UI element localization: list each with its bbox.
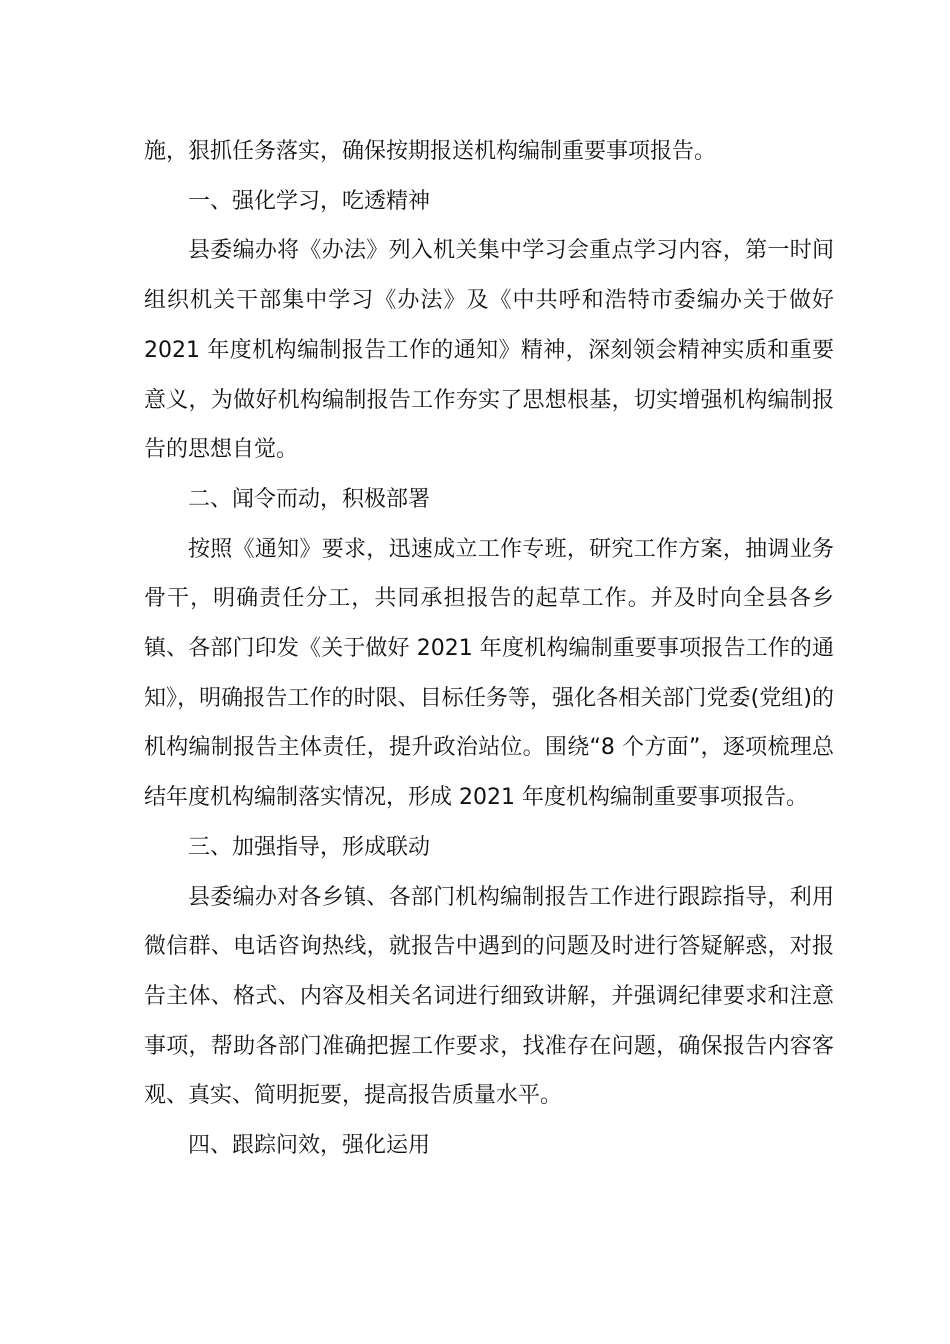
section-heading-3: 三、加强指导，形成联动 [188, 834, 431, 860]
paragraph-study: 县委编办将《办法》列入机关集中学习会重点学习内容，第一时间组织机关干部集中学习《办法》及《中共呼和浩特市委编办关于做好 2021 年度机构编制报告工作的通知》精神，深刻领会精神实质和重要意义，为做好机构编制报告工作夯实了思想根基，切实增强机构编制报告的思想自觉。 [144, 238, 834, 463]
section-heading-2: 二、闻令而动，积极部署 [188, 486, 431, 512]
document-body [144, 127, 834, 1171]
section-heading-1: 一、强化学习，吃透精神 [188, 188, 431, 214]
paragraph-guidance: 县委编办对各乡镇、各部门机构编制报告工作进行跟踪指导，利用微信群、电话咨询热线，就报告中遇到的问题及时进行答疑解惑，对报告主体、格式、内容及相关名词进行细致讲解，并强调纪律要求和注意事项，帮助各部门准确把握工作要求，找准存在问题，确保报告内容客观、真实、简明扼要，提高报告质量水平。 [144, 884, 834, 1109]
section-heading-4: 四、跟踪问效，强化运用 [188, 1133, 431, 1159]
paragraph-deploy: 按照《通知》要求，迅速成立工作专班，研究工作方案，抽调业务骨干，明确责任分工，共同承担报告的起草工作。并及时向全县各乡镇、各部门印发《关于做好 2021 年度机构编制重要事项报告工作的通知》，明确报告工作的时限、目标任务等，强化各相关部门党委(党组)的机构编制报告主体责任，提升政治站位。围绕“8 个方面”，逐项梳理总结年度机构编制落实情况，形成 2021 年度机构编制重要事项报告。 [144, 536, 834, 811]
paragraph-continuation: 施，狠抓任务落实，确保按期报送机构编制重要事项报告。 [144, 139, 717, 164]
